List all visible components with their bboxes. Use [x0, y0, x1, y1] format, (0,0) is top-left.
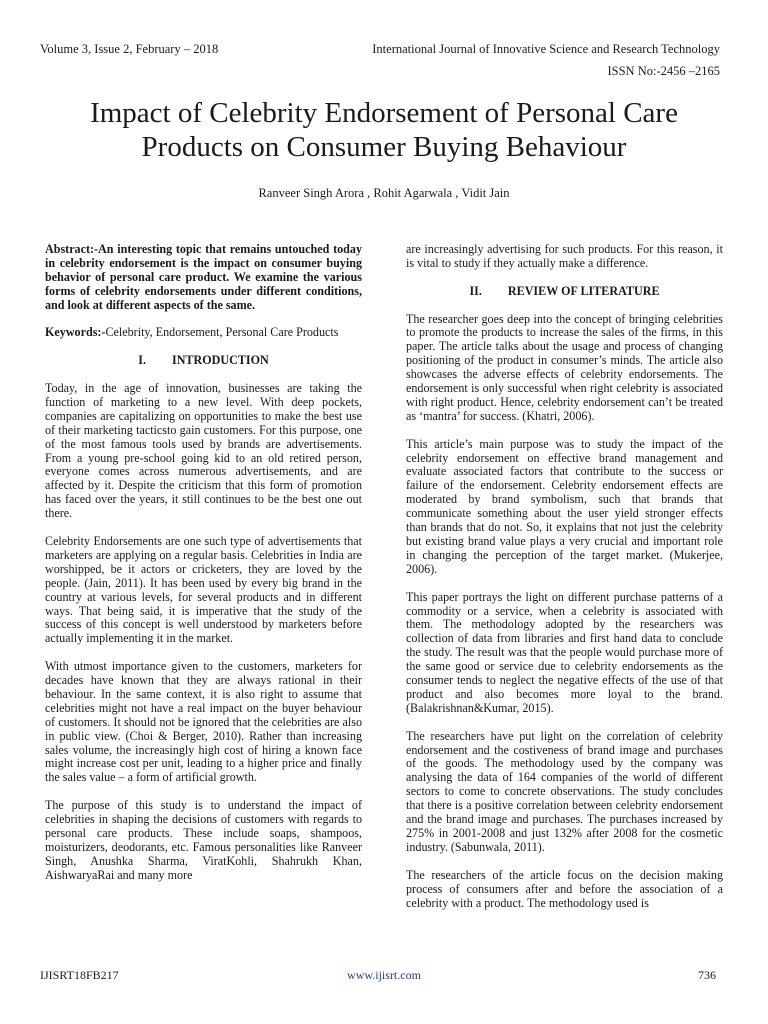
paragraph: This paper portrays the light on different purchase patterns of a commodity or a service, when a celebrity is associated with them. The methodology adopted by the researchers was collection of data from libraries and first hand data to conclude the study. The result was that the people would purchase more of the same good or service due to celebrity endorsements as the consumer tends to neglect the negative effects of the use of that product and also becomes more loyal to the brand. (Balakrishnan&Kumar, 2015). — [406, 589, 723, 715]
section-number: II. — [469, 283, 482, 298]
paragraph: Celebrity Endorsements are one such type of advertisements that marketers are applying on a regular basis. Celebrities in India are worshipped, be it actors or cricketers, they are loved by the people. (Jain, 2011). It has been used by every big brand in the country at various levels, for several products and in different ways. That being said, it is imperative that the study of the success of this concept is well understood by marketers before actually implementing it in the market. — [45, 533, 362, 646]
paragraph: This article’s main purpose was to study the impact of the celebrity endorsement on effective brand management and evaluate associated factors that contribute to the success or failure of the endorsement. Celebrity endorsement effects are moderated by brand symbolism, such that brands that communicate something about the user yield stronger effects than brands that do not. So, it explains that not just the celebrity but existing brand value plays a very crucial and important role in changing the perception of the target market. (Mukerjee, 2006). — [406, 436, 723, 576]
section-number: I. — [138, 353, 146, 368]
section-title: INTRODUCTION — [171, 353, 269, 368]
journal-name: International Journal of Innovative Science and Research Technology — [372, 42, 720, 56]
paragraph: The researchers of the article focus on the decision making process of consumers after and before the association of a celebrity with a product. The methodology used is — [406, 867, 723, 910]
right-column — [406, 243, 723, 924]
paragraph: The researcher goes deep into the concept of bringing celebrities to promote the products to increase the sales of the firms, in this paper. The article talks about the usage and process of changing positioning of the product in consumer’s minds. The article also showcases the adverse effects of celebrity endorsements. The endorsement is only successful when right celebrity is associated with right product. Hence, celebrity endorsement can’t be treated as ‘mantra’ for success. (Khatri, 2006). — [406, 311, 723, 423]
paragraph: Today, in the age of innovation, businesses are taking the function of marketing to a new level. With deep pockets, companies are capitalizing on opportunities to make the best use of their marketing tacticsto gain customers. For this purpose, one of the most famous tools used by brands are advertisements. From a young pre-school going kid to an old retired person, everyone comes across numerous advertisements, and are affected by it. Despite the criticism that this form of promotion has faced over the years, it still continues to be the best one out there. — [45, 381, 362, 521]
left-column — [45, 243, 362, 896]
issn: ISSN No:-2456 –2165 — [607, 64, 720, 78]
keywords-label: Keywords:- — [45, 325, 106, 340]
paper-code: IJISRT18FB217 — [40, 968, 119, 982]
section-heading-introduction — [45, 354, 362, 368]
section-title: REVIEW OF LITERATURE — [507, 283, 660, 298]
abstract: Abstract:-An interesting topic that remains untouched today in celebrity endorsement is the impact on consumer buying behavior of personal care product. We examine the various forms of celebrity endorsements under different conditions, and look at different aspects of the same. — [45, 242, 362, 312]
keywords — [45, 326, 362, 340]
paragraph: With utmost importance given to the customers, marketers for decades have known that they are always rational in their behaviour. In the same context, it is also right to assume that celebrities might not have a real impact on the buyer behaviour of customers. It should not be ignored that the celebrities are also in public view. (Choi & Berger, 2010). Rather than increasing sales volume, the increasingly high cost of hiring a known face might increase cost per unit, leading to a higher price and finally the sales value – a form of artificial growth. — [45, 659, 362, 785]
paragraph: The purpose of this study is to understand the impact of celebrities in shaping the decisions of customers with regards to personal care products. These include soaps, shampoos, moisturizers, deodorants, etc. Famous personalities like Ranveer Singh, Anushka Sharma, ViratKohli, Shahrukh Khan, AishwaryaRai and many more — [45, 798, 362, 882]
paragraph: are increasingly advertising for such products. For this reason, it is vital to study if they actually make a difference. — [406, 242, 723, 270]
paragraph: The researchers have put light on the correlation of celebrity endorsement and the costiveness of brand image and purchases of the goods. The methodology used by the company was analysing the data of 164 companies of the world of different sectors to come to concrete observations. The study concludes that there is a positive correlation between celebrity endorsement and the brand image and purchases. The purchases increased by 275% in 2001-2008 and just 132% after 2008 for the cosmetic industry. (Sabunwala, 2011). — [406, 728, 723, 854]
section-heading-literature-review — [406, 285, 723, 299]
page-number: 736 — [698, 968, 716, 982]
keywords-text: Celebrity, Endorsement, Personal Care Products — [105, 325, 339, 340]
author-list: Ranveer Singh Arora , Rohit Agarwala , Vidit Jain — [258, 186, 510, 200]
volume-info: Volume 3, Issue 2, February – 2018 — [40, 42, 219, 56]
paper-title: Impact of Celebrity Endorsement of Personal Care Products on Consumer Buying Behaviour — [90, 97, 678, 163]
journal-website-link[interactable]: www.ijisrt.com — [347, 968, 421, 982]
